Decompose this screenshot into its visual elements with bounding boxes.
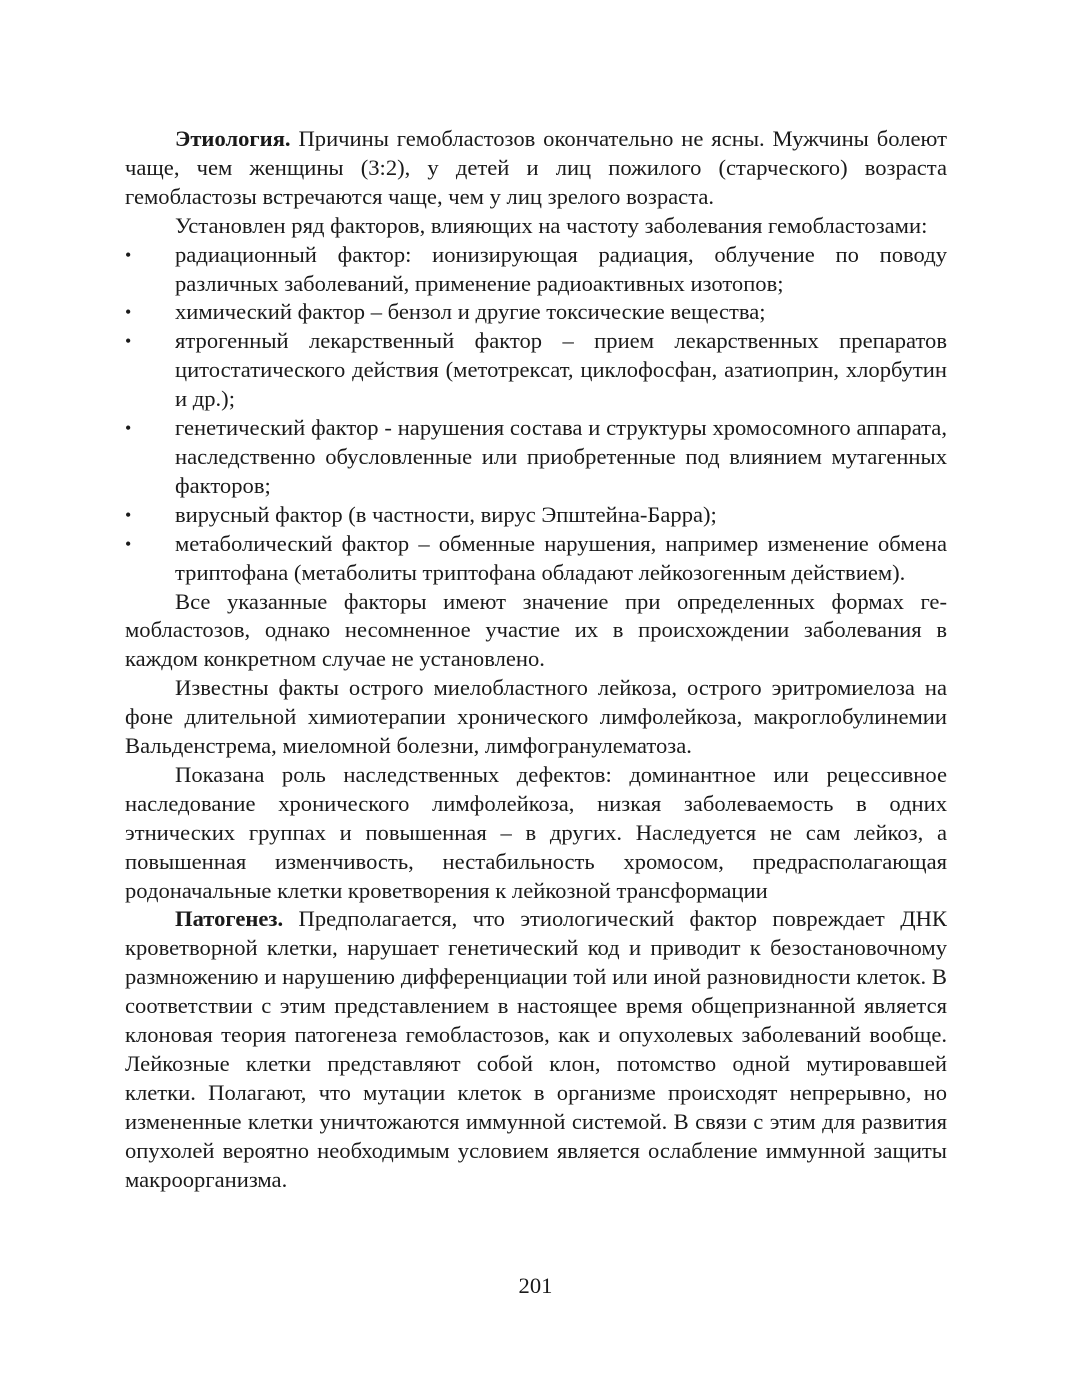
list-item-text: радиационный фактор: ионизирующая радиация, облучение по поводу различных заболеваний, применение радиоактивных изотопов; [175,241,947,296]
page-number: 201 [518,1273,553,1298]
list-item [125,327,947,414]
list-item-text: ятрогенный лекарственный фактор – прием лекарственных препаратов цитостатического действия (метотрексат, циклофосфан, азатиоприн, хлорбутин и др.); [175,328,947,412]
pathogenesis-heading: Патогенез. [175,906,284,932]
list-item [125,241,947,299]
pathogenesis-text: Предполагается, что этиологический фактор повреждает ДНК кроветворной клетки, нарушает генетический код и приводит к безостановочному размножению и нарушению дифференциации той или иной разновидности клеток. В соответствии с этим представлением в настоящее время общепризнанной является клоновая теория патогенеза гемобластозов, как и опухолевых заболеваний вообще. Лейкозные клетки представляют собой клон, потомство одной мутировавшей клетки. Полагают, что мутации клеток в организме происходят непрерывно, но измененные клетки уничтожаются иммунной системой. В связи с этим для развития опухолей вероятно необходимым условием является ослабление иммунной защиты макроорганизма. [125,906,947,1192]
page-body [125,125,947,1195]
body-paragraph: Все указанные факторы имеют значение при определенных формах гемобластозов, однако несомненное участие их в происхождении заболевания в каждом конкретном случае не установлено. [125,588,947,672]
bullet-icon: • [125,244,132,265]
etiology-text: Причины гемобластозов окончательно не ясны. Мужчины болеют чаще, чем женщины (3:2), у детей и лиц пожилого (старческого) возраста гемобластозы встречаются чаще, чем у лиц зрелого возраста. [125,126,947,209]
bullet-icon: • [125,533,132,554]
list-item-text: генетический фактор - нарушения состава и структуры хромосомного аппарата, наследственно обусловленные или приобретенные под влиянием мутагенных факторов; [175,415,947,498]
list-item [125,414,947,501]
factors-intro: Установлен ряд факторов, влияющих на частоту заболевания гемобластозами: [175,212,928,238]
pathogenesis-paragraph [125,905,947,1194]
etiology-heading: Этиология. [175,126,291,151]
factors-list [125,241,947,588]
bullet-icon: • [125,418,132,439]
bullet-icon: • [125,504,132,525]
list-item-text: метаболический фактор – обменные нарушения, например изменение обмена триптофана (метаболиты триптофана обладают лейкозогенным действием). [175,530,947,585]
list-item-text: химический фактор – бензол и другие токсические вещества; [175,299,766,325]
list-item [125,298,947,327]
list-item [125,501,947,530]
body-paragraph: Показана роль наследственных дефектов: доминантное или рецессивное наследование хронического лимфолейкоза, низкая заболеваемость в одних этнических группах и повышенная – в других. Наследуется не сам лейкоз, а повышенная изменчивость, нестабильность хромосом, предрасполагающая родоначальные клетки кроветворения к лейкозной трансформации [125,761,947,903]
etiology-paragraph [125,125,947,212]
body-paragraph: Известны факты острого миелобластного лейкоза, острого эритромиелоза на фоне длительной химиотерапии хронического лимфолейкоза, макроглобулинемии Вальденстрема, миеломной болезни, лимфогранулематоза. [125,675,947,759]
bullet-icon: • [125,331,132,352]
bullet-icon: • [125,302,132,323]
list-item [125,530,947,588]
list-item-text: вирусный фактор (в частности, вирус Эпштейна-Барра); [175,501,717,527]
